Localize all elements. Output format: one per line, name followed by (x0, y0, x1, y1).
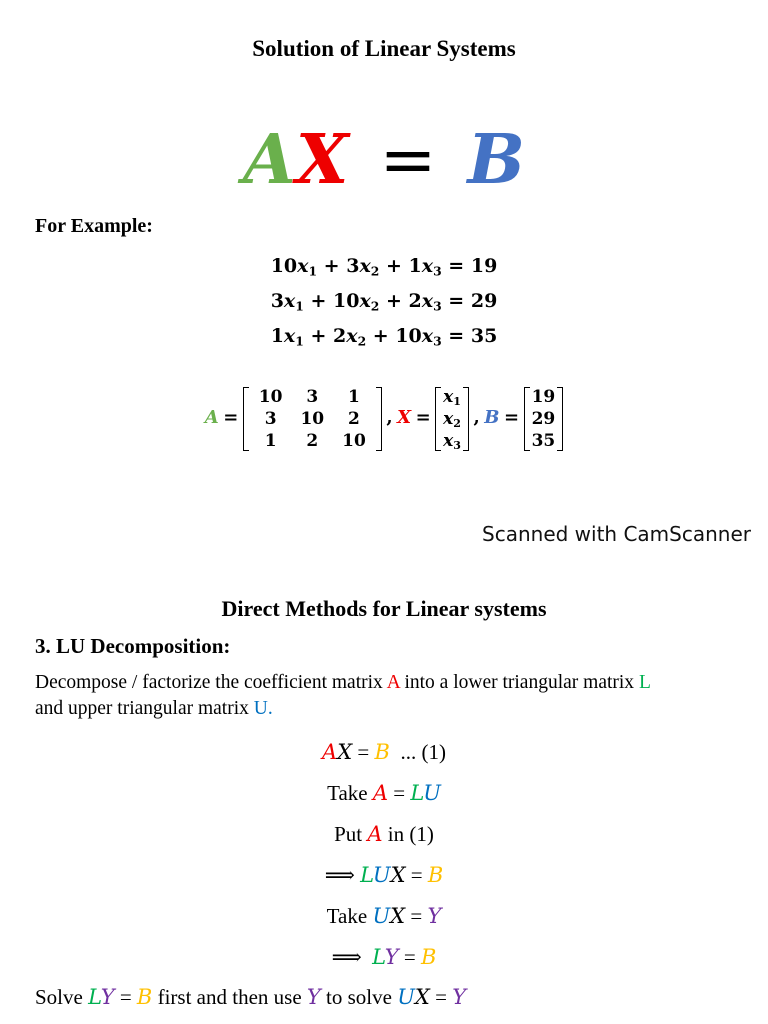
equation-3: $1x_1 + 2x_2 + 10x_3 = 35$ (270, 325, 498, 349)
subsection-heading: 3. LU Decomposition: (35, 634, 231, 658)
example-label: For Example: (35, 215, 153, 237)
step-2: Take A = LU (327, 781, 441, 805)
camscanner-watermark: Scanned with CamScanner (482, 522, 751, 546)
vector-b: 19 29 35 (524, 386, 564, 452)
step-5: Take UX = Y (326, 904, 442, 928)
derivation-steps (0, 732, 768, 978)
description-paragraph: Decompose / factorize the coefficient matrix A into a lower triangular matrix L and upper triangular matrix U. (35, 672, 651, 719)
symbol-equals: = (379, 121, 437, 200)
step-1: AX = B ... (1) (322, 740, 446, 764)
label-a: A (204, 407, 219, 429)
section-heading: Direct Methods for Linear systems (221, 596, 547, 621)
page-title: Solution of Linear Systems (252, 36, 516, 61)
symbol-b: B (467, 120, 525, 200)
vector-x: $x_1$ $x_2$ $x_3$ (435, 386, 469, 452)
step-6: ⟹ LY = B (331, 945, 437, 969)
main-equation (0, 120, 768, 201)
step-3: Put A in (1) (334, 822, 434, 846)
equation-2: $3x_1 + 10x_2 + 2x_3 = 29$ (270, 290, 498, 314)
equation-1: $10x_1 + 3x_2 + 1x_3 = 19$ (270, 255, 498, 279)
label-b: B (484, 407, 500, 429)
label-x: X (397, 407, 412, 429)
symbol-a: A (243, 120, 296, 200)
matrix-definitions: A = 10 3 1 3 10 2 1 2 10 , X = $x_1$ $x_2$ $x_3$ , B = 19 29 35 (0, 386, 768, 452)
symbol-x: X (295, 120, 349, 200)
step-4: ⟹ LUX = B (324, 863, 444, 887)
matrix-a: 10 3 1 3 10 2 1 2 10 (243, 386, 382, 452)
final-statement: Solve LY = B first and then use Y to solve UX = Y (35, 985, 467, 1009)
equation-system (0, 249, 768, 354)
